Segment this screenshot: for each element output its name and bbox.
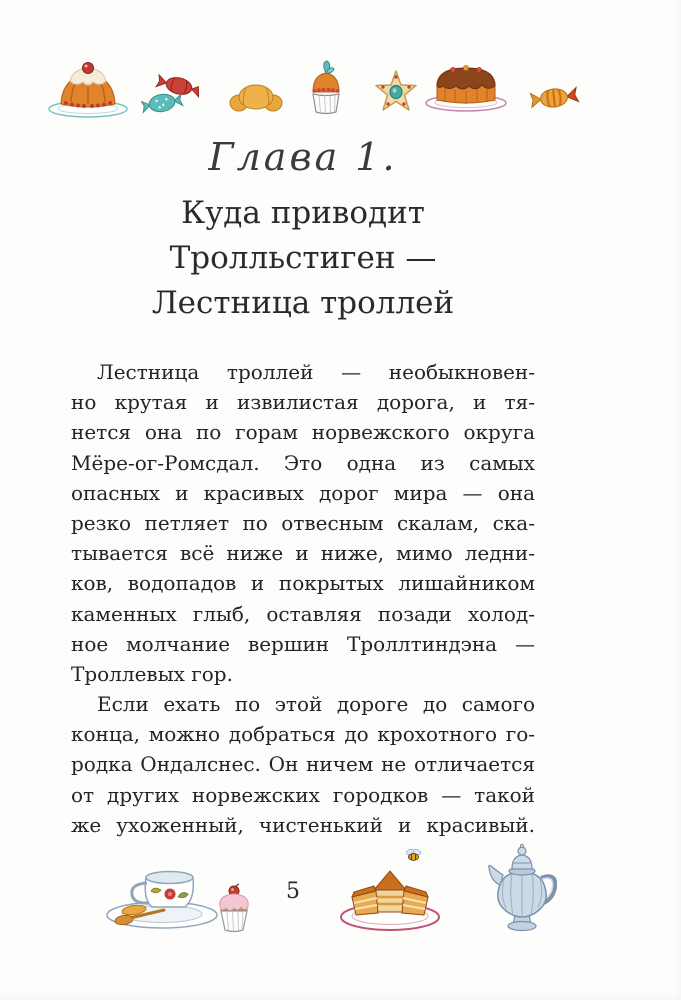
- title-line: Лестница троллей: [151, 285, 455, 321]
- croissant-icon: [229, 78, 283, 114]
- title-line: Куда приводит: [181, 195, 425, 231]
- pudding-on-plate-icon: [46, 56, 130, 118]
- wrapped-candy-icon: [527, 80, 581, 114]
- page-number: 5: [286, 879, 300, 904]
- chapter-title: [71, 191, 535, 326]
- body-line: Мёре-ог-Ромсдал. Это одна из самых: [71, 450, 535, 475]
- body-line: от других норвежских городков — такой: [71, 782, 535, 807]
- pudding-icon: [46, 56, 130, 118]
- body-line: Если ехать по этой дороге до самого: [97, 692, 535, 717]
- cake-slices-icon: [338, 845, 443, 937]
- body-line: опасных и красивых дорог мира — она: [71, 480, 535, 505]
- cupcake-icon: [305, 60, 347, 116]
- body-line: же ухоженный, чистенький и красивый.: [71, 812, 535, 837]
- body-line: но крутая и извилистая дорога, и тя-: [71, 390, 535, 415]
- teapot-icon: [487, 842, 557, 934]
- title-line: Тролльстиген —: [169, 240, 437, 276]
- body-line: тывается всё ниже и ниже, мимо ледни-: [71, 541, 535, 566]
- body-line: резко петляет по отвесным скалам, ска-: [71, 510, 535, 535]
- body-line: Лестница троллей — необыкновен-: [97, 360, 535, 384]
- star-cookie-icon: [373, 68, 419, 116]
- body-line: конца, можно добраться до крохотного го-: [71, 722, 535, 747]
- body-line: нется она по горам норвежского округа: [71, 420, 535, 445]
- body-line: каменных глыб, оставляя позади холод-: [71, 601, 535, 626]
- teacup-icon: [100, 852, 220, 932]
- body-line: ков, водопадов и покрытых лишайником: [71, 571, 535, 596]
- chapter-script-heading: Глава 1.: [208, 135, 398, 179]
- glazed-cake-icon: [423, 58, 509, 112]
- cherry-cupcake-icon: [212, 880, 256, 934]
- body-line: ное молчание вершин Троллтиндэна —: [71, 631, 535, 656]
- bee-icon: [405, 848, 421, 860]
- body-text: [71, 357, 535, 840]
- body-line: родка Ондалснес. Он ничем не отличается: [71, 752, 535, 777]
- body-line: Троллевых гор.: [71, 661, 233, 686]
- candy-pair-icon: [141, 72, 199, 116]
